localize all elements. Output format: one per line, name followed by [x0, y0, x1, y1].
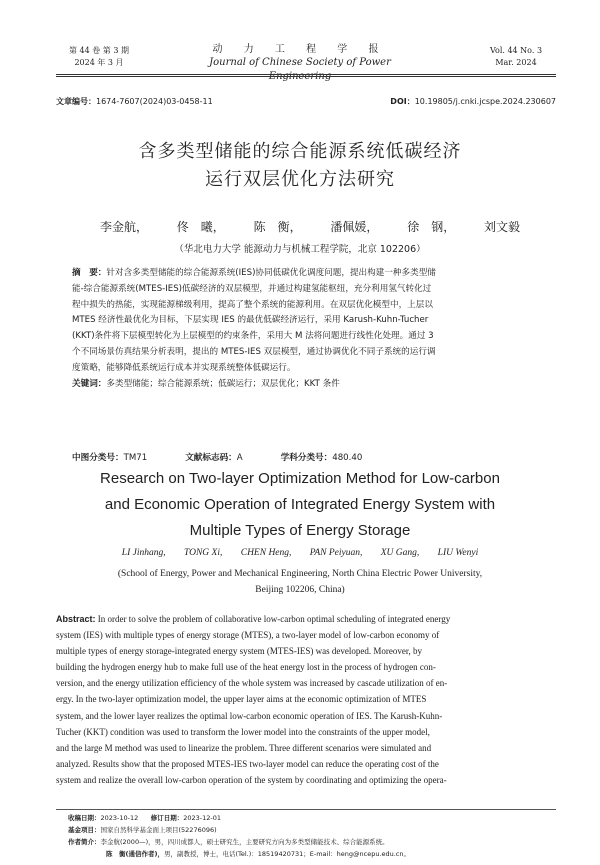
subject-code-label: 学科分类号：: [280, 453, 333, 463]
article-number-label: 文章编号：: [56, 97, 96, 106]
volume-cn: 第 44 卷 第 3 期: [69, 46, 129, 55]
article-meta: [56, 96, 556, 107]
author-cn: 陈 衡，: [253, 220, 302, 234]
title-en-line-2: and Economic Operation of Integrated Energy System with: [104, 496, 496, 513]
abstract-en-line: multiple types of energy storage-integrated energy system (MTES-IES) was developed. Moreover, by: [56, 646, 422, 657]
revised-date: 2023-12-01: [183, 814, 221, 822]
keywords-cn: [72, 377, 556, 393]
author-cn: 潘佩媛，: [330, 220, 379, 234]
abstract-cn-line: 个不同场景仿真结果分析表明，提出的 MTES-IES 双层模型，通过协调优化不同子系统的运行调: [72, 346, 436, 357]
received-label: 收稿日期：: [68, 814, 101, 822]
affiliation-en-line: (School of Energy, Power and Mechanical Engineering, North China Electric Power University,: [117, 569, 483, 579]
author-en: TONG Xi,: [183, 548, 223, 558]
title-en-line-3: Multiple Types of Energy Storage: [189, 522, 411, 539]
abstract-cn-line: 针对含多类型储能的综合能源系统(IES)协同低碳优化调度问题，提出构建一种多类型储: [106, 268, 436, 278]
classification-line: [72, 451, 362, 463]
abstract-en-line: Tucher (KKT) condition was used to transform the lower model into the constraints of the upper model,: [56, 726, 430, 737]
subject-code: 480.40: [332, 453, 363, 463]
title-cn-line-1: 含多类型储能的综合能源系统低碳经济: [138, 141, 462, 162]
affiliation-en-line: Beijing 102206, China): [255, 585, 345, 595]
clc-label: 中图分类号：: [72, 453, 124, 463]
corresponding-text: 男，副教授，博士，电话(Tel.)：18519420731；E-mail：heng@ncepu.edu.cn。: [163, 850, 411, 858]
fund-text: 国家自然科学基金面上项目(52276096): [100, 826, 217, 834]
abstract-en-line: version, and the energy utilization efficiency of the whole system was increased by cascade utilization of en-: [56, 678, 448, 689]
abstract-en-label: Abstract:: [56, 614, 96, 624]
keywords-cn-text: 多类型储能；综合能源系统；低碳运行；双层优化；KKT 条件: [106, 378, 340, 389]
article-number: 1674-7607(2024)03-0458-11: [96, 97, 213, 106]
author-en: LI Jinhang,: [121, 548, 166, 558]
author-en: CHEN Heng,: [240, 548, 292, 558]
footnote-rule: [56, 809, 556, 810]
abstract-cn-line: (KKT)条件将下层模型转化为上层模型的约束条件，采用大 M 法将问题进行线性化处理。通过 3: [72, 331, 434, 342]
corresponding-label: 陈 衡(通信作者)，: [106, 850, 164, 858]
authors-en: [40, 548, 560, 558]
author-en: XU Gang,: [380, 548, 420, 558]
revised-label: 修订日期：: [150, 814, 184, 822]
author-cn: 佟 曦，: [176, 220, 225, 234]
abstract-en-line: building the hydrogen energy hub to make full use of the heat energy lost in the process of hydrogen con-: [56, 662, 436, 673]
abstract-en-line: system, and the lower layer realizes the optimal low-carbon economic operation of IES. The Karush-Kuhn-: [56, 710, 443, 721]
abstract-cn-line: MTES 经济性最优化为目标，下层实现 IES 的最优低碳经济运行，采用 Karush-Kuhn-Tucher: [72, 315, 429, 326]
journal-name: [180, 43, 420, 84]
author-en: LIU Wenyi: [437, 548, 479, 558]
title-en-line-1: Research on Two-layer Optimization Method for Low-carbon: [100, 470, 500, 487]
keywords-cn-label: 关键词：: [72, 378, 107, 389]
abstract-cn-line: 程中损失的热能，实现能源梯级利用，提高了整个系统的能源利用。在双层优化模型中，上层以: [72, 299, 433, 310]
abstract-cn-line: 度策略，能够降低系统运行成本并实现系统整体低碳运行。: [72, 362, 296, 373]
affiliation-cn: （华北电力大学 能源动力与机械工程学院，北京 102206）: [174, 244, 426, 255]
abstract-en-line: analyzed. Results show that the proposed MTES-IES two-layer model can reduce the operating cost of the: [56, 758, 439, 769]
abstract-en-line: system and realize the overall low-carbon operation of the system by coordinating and optimizing the opera-: [56, 774, 447, 785]
abstract-en-line: In order to solve the problem of collaborative low-carbon optimal scheduling of integrated energy: [97, 614, 451, 624]
author-cn: 李金航，: [100, 220, 149, 234]
abstract-en-line: and the large M method was used to linearize the problem. Three different scenarios were simulated and: [56, 742, 432, 753]
issue-info-en: [486, 45, 546, 69]
journal-name-cn: 动 力 工 程 学 报: [212, 44, 388, 55]
doc-code-label: 文献标志码：: [185, 453, 237, 463]
abstract-en: [56, 611, 556, 788]
doi-label: DOI：: [390, 97, 415, 106]
affiliation-en: [60, 566, 540, 598]
volume-en: Vol. 44 No. 3: [489, 46, 543, 55]
date-cn: 2024 年 3 月: [74, 58, 124, 67]
abstract-en-line: system (IES) with multiple types of energy storage (MTES), a two-layer model of low-carbon economy of: [56, 630, 440, 641]
header-rule-bottom: [56, 76, 556, 77]
abstract-cn-label: 摘 要：: [72, 268, 107, 278]
issue-info-cn: [64, 45, 134, 69]
abstract-en-line: ergy. In the two-layer optimization model, the upper layer aims at the economic optimization of MTES: [56, 694, 427, 705]
authors-cn: [100, 218, 520, 235]
author-cn: 刘文毅: [483, 220, 520, 234]
received-date: 2023-10-12: [100, 814, 139, 822]
fund-label: 基金项目：: [68, 826, 101, 834]
date-en: Mar. 2024: [495, 58, 537, 67]
author-cn: 徐 钢，: [407, 220, 456, 234]
journal-name-en: Journal of Chinese Society of Power Engineering: [209, 57, 391, 82]
doc-code: A: [236, 453, 243, 463]
author-bio-text: 李金航(2000—)，男，四川成都人，硕士研究生，主要研究方向为多类型储能技术、综合能源系统。: [100, 838, 389, 846]
title-cn-line-2: 运行双层优化方法研究: [205, 169, 395, 190]
footnote-corresponding: [106, 848, 556, 861]
header-rule-top: [56, 74, 556, 75]
author-bio-label: 作者简介：: [68, 838, 101, 846]
author-en: PAN Peiyuan,: [309, 548, 363, 558]
abstract-cn: [72, 266, 556, 392]
clc-number: TM71: [123, 453, 148, 463]
doi: 10.19805/j.cnki.jcspe.2024.230607: [414, 97, 556, 106]
abstract-cn-line: 能-综合能源系统(MTES-IES)低碳经济的双层模型，并通过构建氢能枢纽，充分利用氢气转化过: [72, 283, 432, 294]
